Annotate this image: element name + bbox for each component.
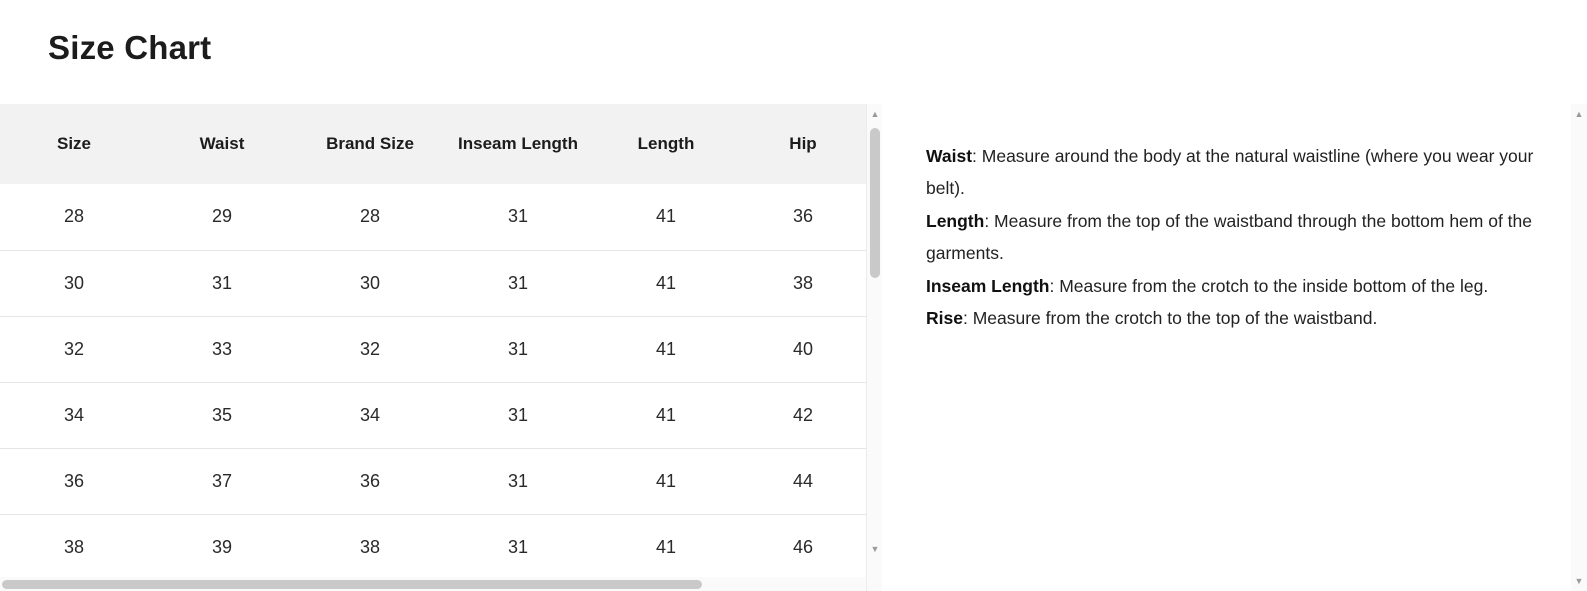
content-area xyxy=(0,104,1587,591)
page-vertical-scrollbar[interactable] xyxy=(1571,104,1587,591)
table-header-row xyxy=(0,104,866,184)
table-vertical-scrollbar-thumb[interactable] xyxy=(870,128,880,278)
note-text-waist: : Measure around the body at the natural waistline (where you wear your belt). xyxy=(926,146,1534,199)
cell-size: 28 xyxy=(0,184,148,250)
cell-inseam-length: 31 xyxy=(444,448,592,514)
table-vertical-scrollbar[interactable] xyxy=(866,104,882,591)
cell-length: 41 xyxy=(592,514,740,580)
cell-waist: 37 xyxy=(148,448,296,514)
cell-hip: 44 xyxy=(740,448,866,514)
page-scroll-down-icon[interactable]: ▼ xyxy=(1574,575,1584,586)
table-row xyxy=(0,184,866,250)
size-table-panel xyxy=(0,104,890,591)
note-term-waist: Waist xyxy=(926,146,973,166)
cell-length: 41 xyxy=(592,184,740,250)
cell-length: 41 xyxy=(592,382,740,448)
note-text-rise: : Measure from the crotch to the top of the waistband. xyxy=(962,307,1378,328)
note-term-rise: Rise xyxy=(926,307,963,328)
note-inseam-length xyxy=(926,270,1546,302)
cell-inseam-length: 31 xyxy=(444,184,592,250)
note-term-length: Length xyxy=(926,210,985,231)
table-horizontal-scrollbar-thumb[interactable] xyxy=(2,580,702,589)
cell-brand-size: 28 xyxy=(296,184,444,250)
cell-brand-size: 38 xyxy=(296,514,444,580)
column-header-size: Size xyxy=(0,104,148,184)
cell-hip: 36 xyxy=(740,184,866,250)
note-length xyxy=(926,205,1546,270)
cell-brand-size: 36 xyxy=(296,448,444,514)
cell-waist: 31 xyxy=(148,250,296,316)
scroll-up-icon[interactable]: ▲ xyxy=(870,108,880,119)
cell-brand-size: 34 xyxy=(296,382,444,448)
page-title: Size Chart xyxy=(48,29,212,66)
cell-waist: 29 xyxy=(148,184,296,250)
cell-hip: 38 xyxy=(740,250,866,316)
cell-size: 36 xyxy=(0,448,148,514)
note-text-length: : Measure from the top of the waistband through the bottom hem of the garments. xyxy=(926,210,1533,264)
cell-inseam-length: 31 xyxy=(444,250,592,316)
table-row xyxy=(0,382,866,448)
cell-size: 32 xyxy=(0,316,148,382)
note-waist xyxy=(926,140,1546,205)
table-row xyxy=(0,514,866,580)
cell-waist: 35 xyxy=(148,382,296,448)
cell-size: 34 xyxy=(0,382,148,448)
column-header-inseam-length: Inseam Length xyxy=(444,104,592,184)
cell-length: 41 xyxy=(592,448,740,514)
column-header-waist: Waist xyxy=(148,104,296,184)
column-header-length: Length xyxy=(592,104,740,184)
cell-size: 30 xyxy=(0,250,148,316)
measurement-notes-panel xyxy=(890,104,1587,591)
cell-inseam-length: 31 xyxy=(444,382,592,448)
cell-inseam-length: 31 xyxy=(444,514,592,580)
cell-hip: 40 xyxy=(740,316,866,382)
cell-inseam-length: 31 xyxy=(444,316,592,382)
measurement-notes xyxy=(926,140,1546,334)
table-row xyxy=(0,316,866,382)
cell-hip: 42 xyxy=(740,382,866,448)
cell-length: 41 xyxy=(592,316,740,382)
table-row xyxy=(0,448,866,514)
table-horizontal-scrollbar[interactable] xyxy=(0,577,866,591)
scroll-down-icon[interactable]: ▼ xyxy=(870,543,880,554)
size-table-scroll-area[interactable] xyxy=(0,104,866,591)
cell-waist: 33 xyxy=(148,316,296,382)
note-text-inseam-length: : Measure from the crotch to the inside bottom of the leg. xyxy=(1049,275,1489,296)
page-scroll-up-icon[interactable]: ▲ xyxy=(1574,108,1584,119)
cell-length: 41 xyxy=(592,250,740,316)
cell-size: 38 xyxy=(0,514,148,580)
cell-brand-size: 30 xyxy=(296,250,444,316)
cell-brand-size: 32 xyxy=(296,316,444,382)
note-rise xyxy=(926,302,1546,334)
size-table xyxy=(0,104,866,581)
table-row xyxy=(0,250,866,316)
column-header-brand-size: Brand Size xyxy=(296,104,444,184)
column-header-hip: Hip xyxy=(740,104,866,184)
note-term-inseam-length: Inseam Length xyxy=(926,275,1050,296)
cell-waist: 39 xyxy=(148,514,296,580)
cell-hip: 46 xyxy=(740,514,866,580)
